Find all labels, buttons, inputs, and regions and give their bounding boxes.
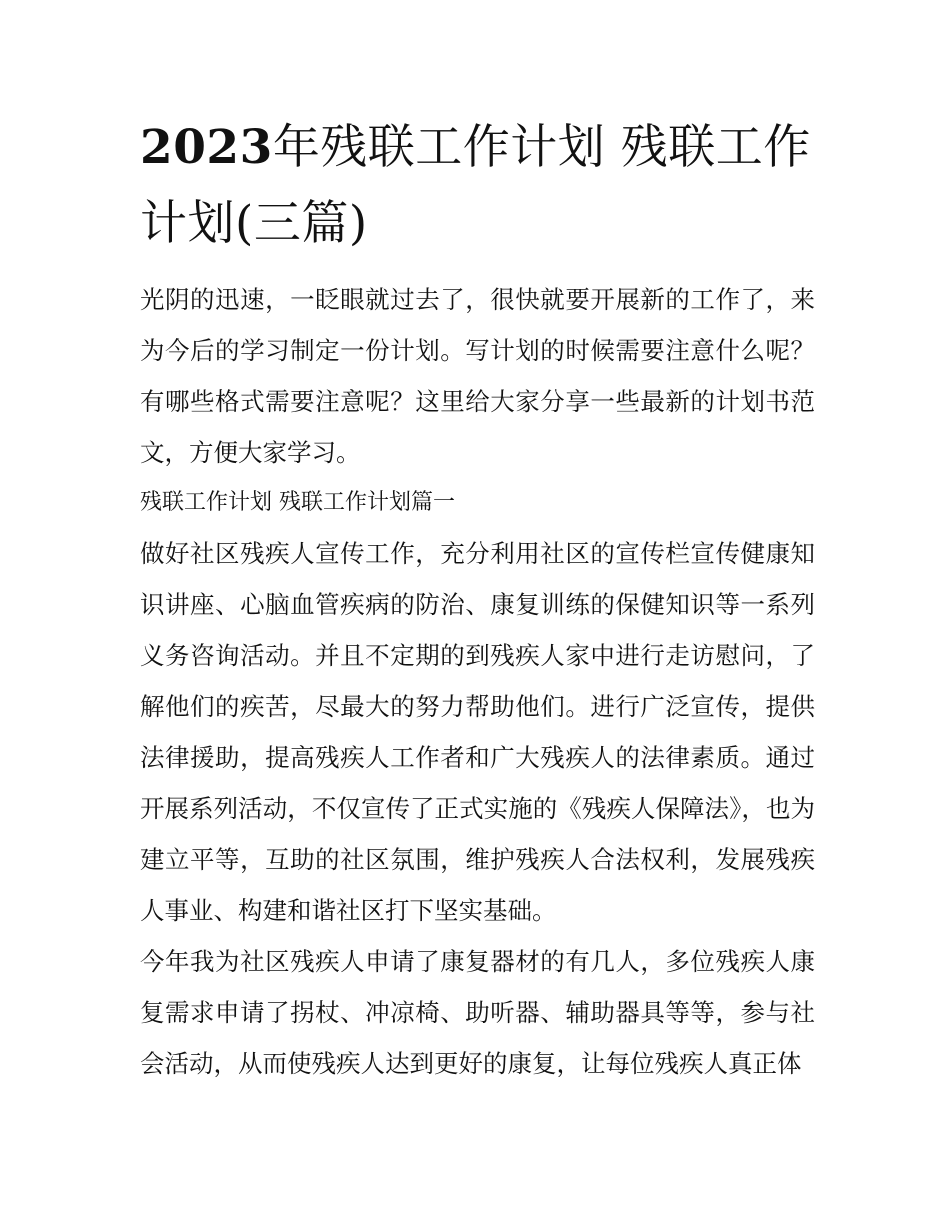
document-title <box>140 110 815 262</box>
document-body <box>140 110 815 1089</box>
body-paragraph-2: 今年我为社区残疾人申请了康复器材的有几人，多位残疾人康复需求申请了拐杖、冲凉椅、助听器、辅助器具等等，参与社会活动，从而使残疾人达到更好的康复，让每位残疾人真正体 <box>140 947 815 1078</box>
section-heading: 残联工作计划 残联工作计划篇一 <box>140 490 455 515</box>
body-paragraph-1: 做好社区残疾人宣传工作，充分利用社区的宣传栏宣传健康知识讲座、心脑血管疾病的防治、康复训练的保健知识等一系列义务咨询活动。并且不定期的到残疾人家中进行走访慰问，了解他们的疾苦，尽最大的努力帮助他们。进行广泛宣传，提供法律援助，提高残疾人工作者和广大残疾人的法律素质。通过开展系列活动，不仅宣传了正式实施的《残疾人保障法》，也为建立平等，互助的社区氛围，维护残疾人合法权利，发展残疾人事业、构建和谐社区打下坚实基础。 <box>140 539 815 925</box>
title-year: 2023 <box>140 120 273 175</box>
title-text: 年残联工作计划 残联工作计划(三篇) <box>140 120 811 251</box>
intro-paragraph: 光阴的迅速，一眨眼就过去了，很快就要开展新的工作了，来为今后的学习制定一份计划。写计划的时候需要注意什么呢？有哪些格式需要注意呢？这里给大家分享一些最新的计划书范文，方便大家学习。 <box>140 285 815 467</box>
